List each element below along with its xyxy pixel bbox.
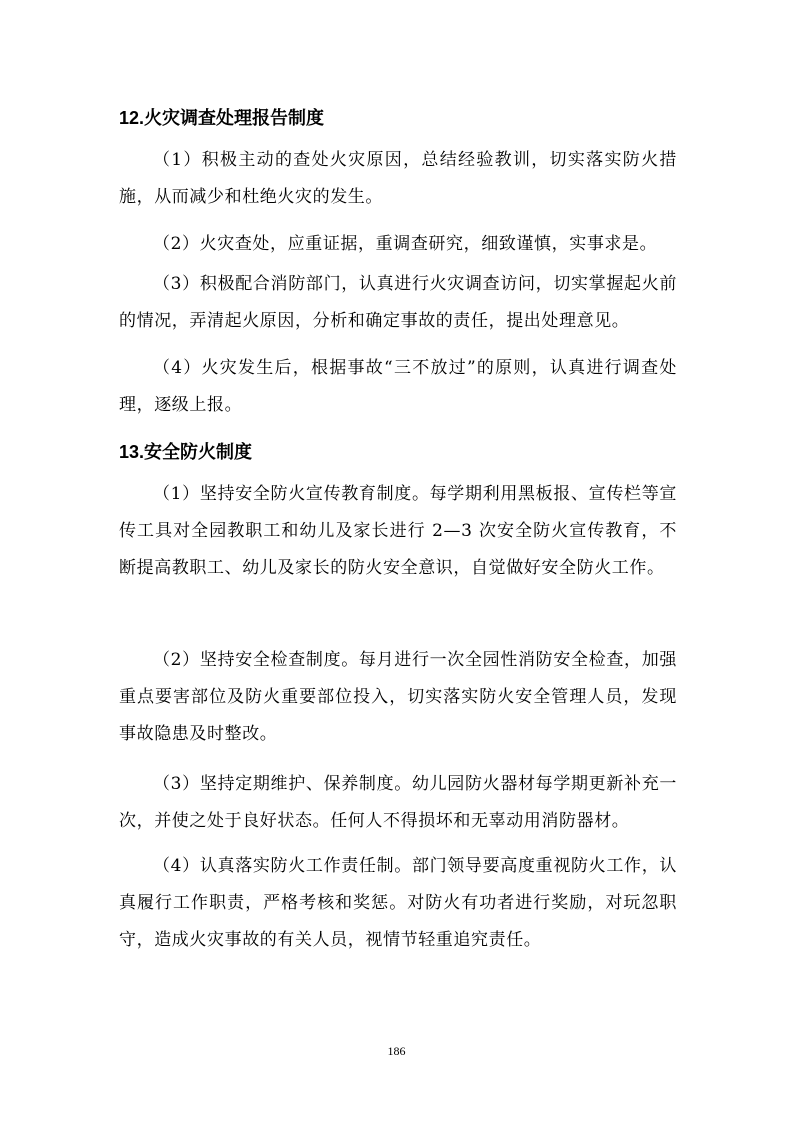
paragraph-fire-safety-1: （1）坚持安全防火宣传教育制度。每学期利用黑板报、宣传栏等宣传工具对全园教职工和幼儿及家长进行 2—3 次安全防火宣传教育，不断提高教职工、幼儿及家长的防火安全意识，自觉做好安全防火工作。 [119, 484, 677, 578]
paragraph-fire-safety-4: （4）认真落实防火工作责任制。部门领导要高度重视防火工作，认真履行工作职责，严格考核和奖惩。对防火有功者进行奖励，对玩忽职守，造成火灾事故的有关人员，视情节轻重追究责任。 [119, 856, 677, 950]
page-number: 186 [387, 1044, 406, 1058]
paragraph-fire-investigation-1: （1）积极主动的查处火灾原因，总结经验教训，切实落实防火措施，从而减少和杜绝火灾的发生。 [119, 150, 677, 207]
paragraph-fire-investigation-4: （4）火灾发生后，根据事故“三不放过”的原则，认真进行调查处理，逐级上报。 [119, 358, 677, 415]
paragraph-fire-investigation-2: （2）火灾查处，应重证据，重调查研究，细致谨慎，实事求是。 [153, 234, 658, 254]
section-title-fire-safety: 13.安全防火制度 [119, 442, 253, 462]
paragraph-fire-safety-2: （2）坚持安全检查制度。每月进行一次全园性消防安全检查，加强重点要害部位及防火重要部位投入，切实落实防火安全管理人员，发现事故隐患及时整改。 [119, 650, 677, 744]
paragraph-fire-investigation-3: （3）积极配合消防部门，认真进行火灾调查访问，切实掌握起火前的情况，弄清起火原因，分析和确定事故的责任，提出处理意见。 [119, 274, 677, 331]
section-title-fire-investigation: 12.火灾调查处理报告制度 [119, 108, 325, 128]
paragraph-fire-safety-3: （3）坚持定期维护、保养制度。幼儿园防火器材每学期更新补充一次，并使之处于良好状态。任何人不得损坏和无辜动用消防器材。 [119, 774, 677, 831]
